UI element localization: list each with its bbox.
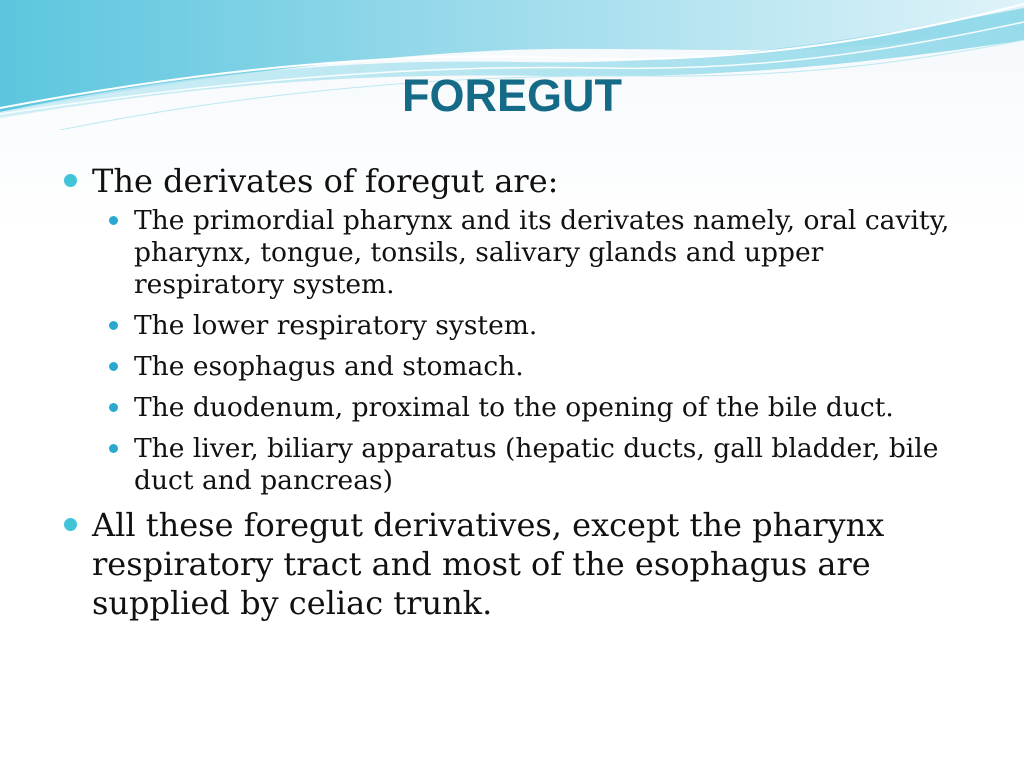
sub-bullet-text: The esophagus and stomach.: [134, 351, 524, 382]
slide-body: [62, 162, 952, 627]
bullet-text: The derivates of foregut are:: [92, 162, 559, 200]
sub-bullet-dot-icon: [109, 321, 118, 330]
sub-bullet-item: [92, 310, 952, 342]
bullet-text: All these foregut derivatives, except the pharynx respiratory tract and most of the esophagus are supplied by celiac trunk.: [92, 506, 885, 622]
sub-bullet-text: The duodenum, proximal to the opening of the bile duct.: [134, 392, 894, 423]
sub-bullet-text: The lower respiratory system.: [134, 310, 538, 341]
sub-bullet-dot-icon: [109, 444, 118, 453]
sub-bullet-text: The primordial pharynx and its derivates namely, oral cavity, pharynx, tongue, tonsils, salivary glands and upper respiratory system.: [134, 205, 950, 300]
bullet-list: [62, 162, 952, 623]
slide-title: FOREGUT: [402, 70, 622, 121]
sub-bullet-list: [92, 205, 952, 497]
bullet-item: [62, 506, 952, 623]
sub-bullet-text: The liver, biliary apparatus (hepatic ducts, gall bladder, bile duct and pancreas): [134, 433, 939, 496]
bullet-dot-icon: [64, 174, 77, 187]
sub-bullet-item: [92, 205, 952, 301]
sub-bullet-item: [92, 351, 952, 383]
sub-bullet-dot-icon: [109, 216, 118, 225]
sub-bullet-item: [92, 392, 952, 424]
sub-bullet-dot-icon: [109, 362, 118, 371]
bullet-item: [62, 162, 952, 497]
sub-bullet-item: [92, 433, 952, 497]
sub-bullet-dot-icon: [109, 403, 118, 412]
bullet-dot-icon: [64, 518, 77, 531]
